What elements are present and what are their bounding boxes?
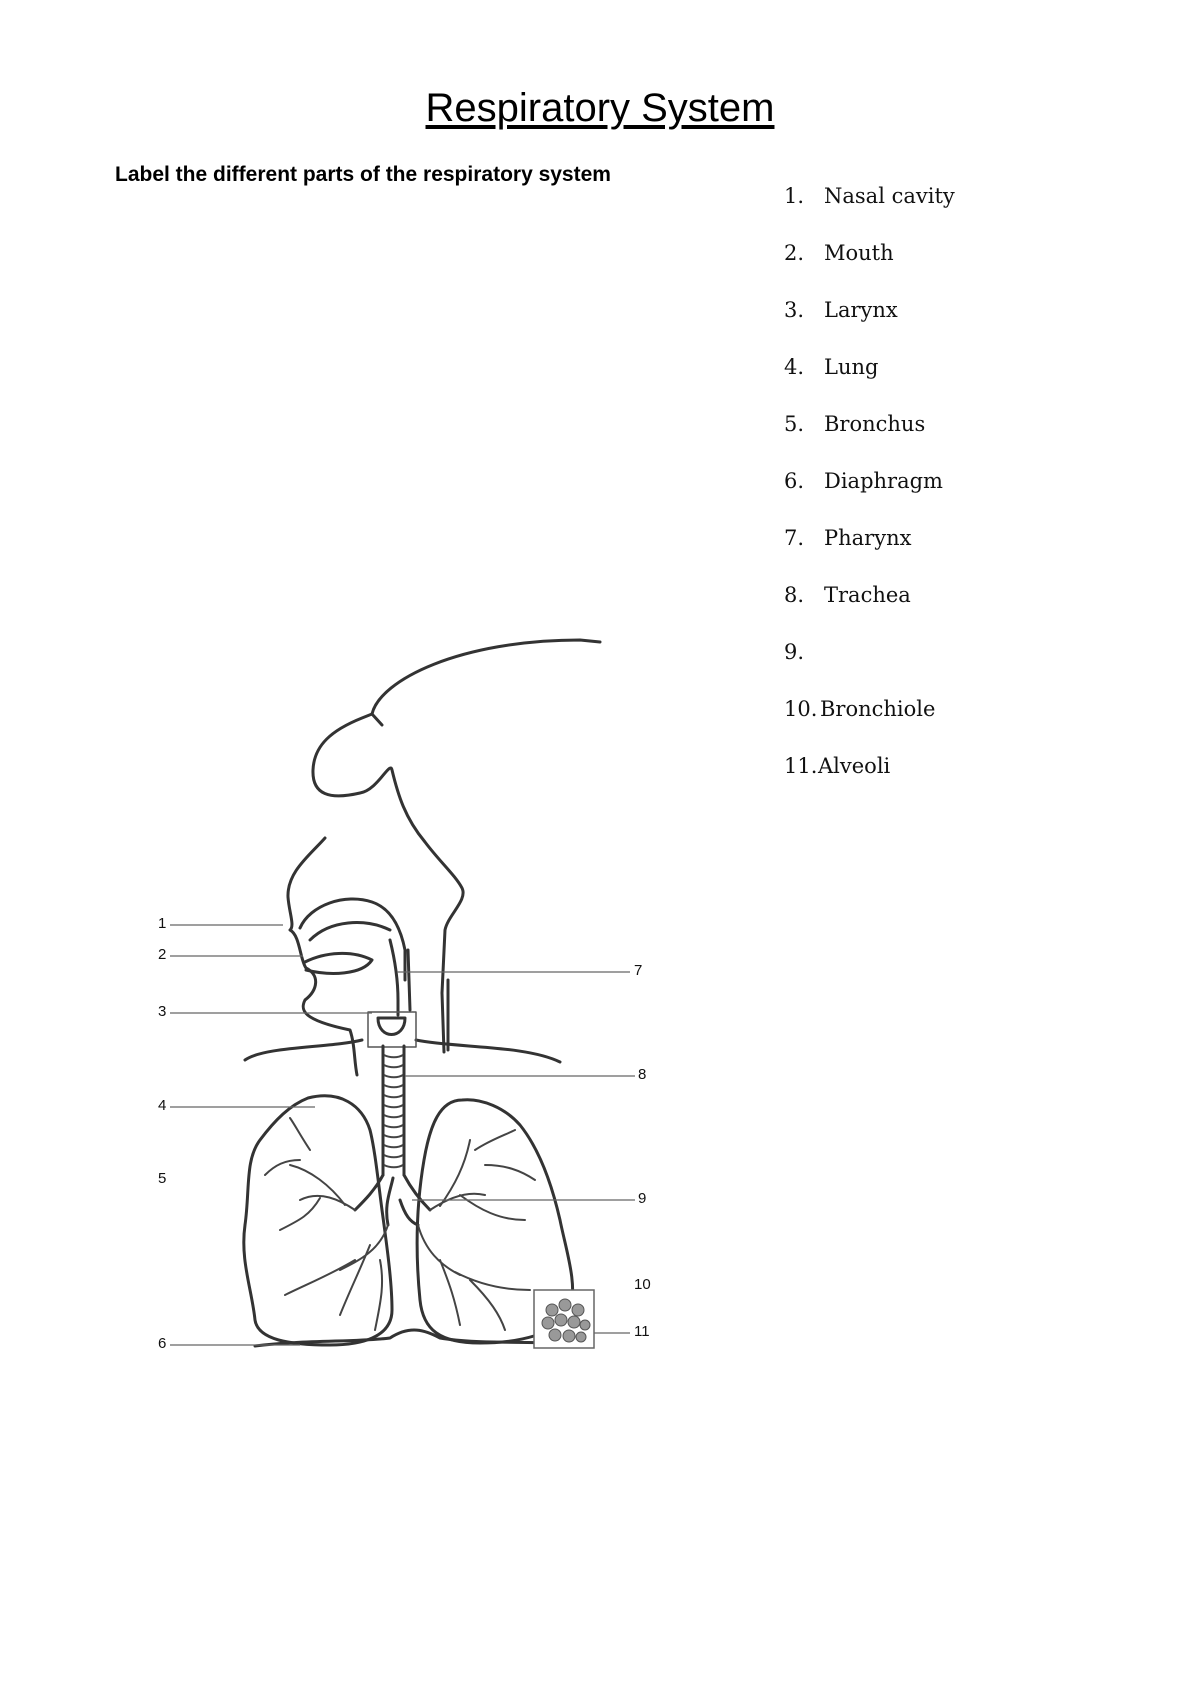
pharynx [390, 940, 398, 1015]
answer-number: 6. [784, 469, 805, 493]
answer-label: Nasal cavity [824, 184, 955, 208]
answer-label: Mouth [824, 241, 894, 265]
diagram-label-5: 5 [158, 1170, 167, 1187]
answer-number: 11. [784, 754, 818, 778]
diagram-label-1: 1 [158, 915, 167, 932]
answer-number: 10. [784, 697, 818, 721]
answer-label: Bronchiole [820, 697, 936, 721]
left-bronchus [355, 1175, 393, 1225]
answer-number: 5. [784, 412, 805, 436]
answer-label: Pharynx [824, 526, 912, 550]
answer-number: 2. [784, 241, 805, 265]
answer-label: Alveoli [818, 754, 891, 778]
diagram-label-7: 7 [634, 962, 643, 979]
head-outline [313, 714, 463, 993]
diagram-label-11: 11 [634, 1323, 650, 1340]
instruction-text: Label the different parts of the respiratory system [115, 163, 611, 186]
answer-number: 3. [784, 298, 805, 322]
answer-label: Larynx [824, 298, 898, 322]
bronchioles [265, 1118, 535, 1330]
answer-label: Trachea [824, 583, 911, 607]
diagram-label-6: 6 [158, 1335, 167, 1352]
answer-label: Bronchus [824, 412, 926, 436]
diagram-label-8: 8 [638, 1066, 647, 1083]
answer-number: 8. [784, 583, 805, 607]
answer-number: 4. [784, 355, 805, 379]
left-lung [244, 1096, 392, 1345]
answer-label: Diaphragm [824, 469, 943, 493]
answer-label: Lung [824, 355, 879, 379]
diagram-label-4: 4 [158, 1097, 167, 1114]
trachea-rings [384, 1055, 403, 1167]
diagram-label-2: 2 [158, 946, 167, 963]
diagram-label-10: 10 [634, 1276, 651, 1293]
page-title: Respiratory System [425, 86, 775, 130]
diagram-label-9: 9 [638, 1190, 647, 1207]
answer-number: 1. [784, 184, 805, 208]
answer-number: 7. [784, 526, 805, 550]
head-back [372, 640, 600, 714]
answer-number: 9. [784, 640, 805, 664]
diagram-label-3: 3 [158, 1003, 167, 1020]
mouth-shape [305, 953, 372, 973]
